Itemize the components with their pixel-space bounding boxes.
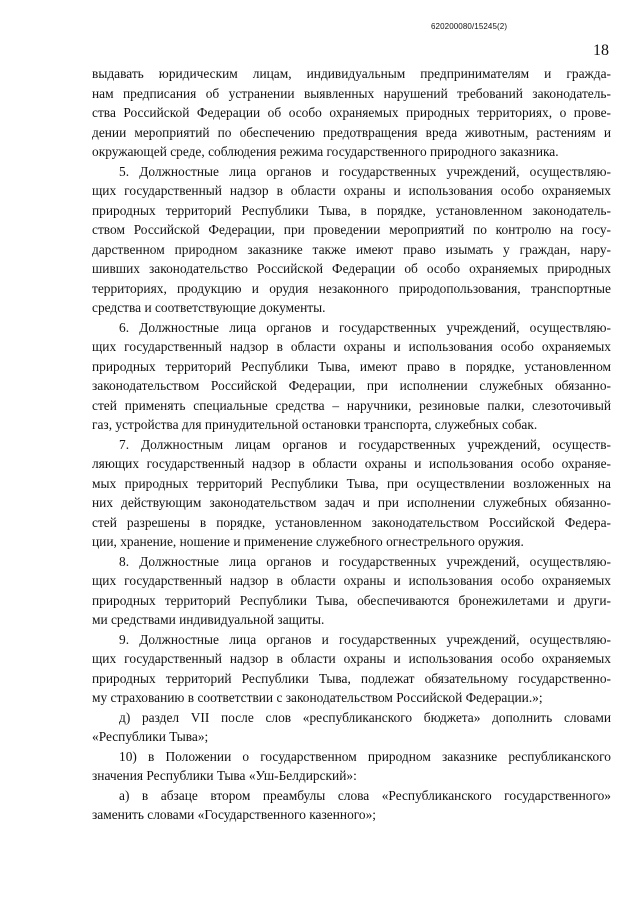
- text-line: 5. Должностные лица органов и государственных учреждений, осуществляю-: [119, 163, 611, 179]
- text-line: щих государственный надзор в области охраны и использования особо охраняемых: [92, 339, 611, 354]
- text-line: природных территорий Республики Тыва, обеспечиваются бронежилетами и други-: [92, 592, 611, 608]
- text-line: территориях, продукцию и орудия незаконного природопользования, транспортные: [92, 280, 611, 296]
- text-line: 6. Должностные лица органов и государственных учреждений, осуществляю-: [119, 319, 611, 335]
- text-line: а) в абзаце втором преамбулы слова «Республиканского государственного»: [119, 787, 611, 803]
- text-line: них действующим законодательством задач и при исполнении служебных обязанно-: [92, 495, 611, 510]
- text-line: ляющих государственный надзор в области охраны и использования особо охраняе-: [92, 456, 611, 471]
- text-line: природных территорий Республики Тыва, имеют право в порядке, установленном: [92, 358, 611, 374]
- text-line: заменить словами «Государственного казенного»;: [92, 807, 377, 822]
- text-line: выдавать юридическим лицам, индивидуальным предпринимателям и гражда-: [92, 66, 611, 81]
- text-line: ции, хранение, ношение и применение служебного огнестрельного оружия.: [92, 534, 524, 549]
- document-body: [92, 64, 611, 825]
- text-line: стей разрешены в порядке, установленном законодательством Российской Федера-: [92, 514, 611, 530]
- text-line: 9. Должностные лица органов и государственных учреждений, осуществляю-: [119, 631, 611, 647]
- document-code: 620200080/15245(2): [431, 22, 508, 31]
- text-line: 7. Должностным лицам органов и государственных учреждений, осуществ-: [119, 436, 611, 452]
- text-line: газ, устройства для принудительной остановки транспорта, служебных собак.: [92, 417, 538, 432]
- text-line: му страхованию в соответствии с законодательством Российской Федерации.»;: [92, 690, 543, 705]
- text-line: мых природных территорий Республики Тыва, при осуществлении возложенных на: [92, 475, 611, 491]
- text-line: законодательством Российской Федерации, при исполнении служебных обязанно-: [92, 378, 611, 393]
- text-line: нам предписания об устранении выявленных нарушений требований законодатель-: [92, 85, 611, 101]
- text-line: дарственном природном заказнике также имеют право изымать у граждан, нару-: [92, 241, 611, 257]
- text-line: природных территорий Республики Тыва, подлежат обязательному государственно-: [92, 670, 611, 686]
- text-line: природных территорий Республики Тыва, в порядке, установленном законодатель-: [92, 202, 611, 218]
- text-line: щих государственный надзор в области охраны и использования особо охраняемых: [92, 573, 611, 588]
- text-line: щих государственный надзор в области охраны и использования особо охраняемых: [92, 183, 611, 198]
- text-line: окружающей среде, соблюдения режима государственного природного заказника.: [92, 144, 559, 159]
- text-line: ства Российской Федерации об особо охраняемых природных территориях, о прове-: [92, 105, 611, 120]
- text-line: дении мероприятий по обеспечению предотвращения вреда животным, растениям и: [92, 124, 611, 140]
- text-line: средства и соответствующие документы.: [92, 300, 326, 315]
- text-line: ми средствами индивидуальной защиты.: [92, 612, 325, 627]
- text-line: стей применять специальные средства – наручники, резиновые палки, слезоточивый: [92, 397, 611, 413]
- text-line: значения Республики Тыва «Уш-Белдирский»:: [92, 768, 357, 783]
- text-line: д) раздел VII после слов «республиканского бюджета» дополнить словами: [119, 709, 611, 725]
- text-line: ством Российской Федерации, при проведении мероприятий по контролю на госу-: [92, 222, 611, 237]
- page-number: 18: [593, 42, 609, 59]
- text-line: «Республики Тыва»;: [92, 729, 209, 744]
- text-line: щих государственный надзор в области охраны и использования особо охраняемых: [92, 651, 611, 666]
- text-line: 10) в Положении о государственном природном заказнике республиканского: [119, 748, 611, 764]
- text-line: шивших законодательство Российской Федерации об особо охраняемых природных: [92, 261, 611, 276]
- text-line: 8. Должностные лица органов и государственных учреждений, осуществляю-: [119, 553, 611, 569]
